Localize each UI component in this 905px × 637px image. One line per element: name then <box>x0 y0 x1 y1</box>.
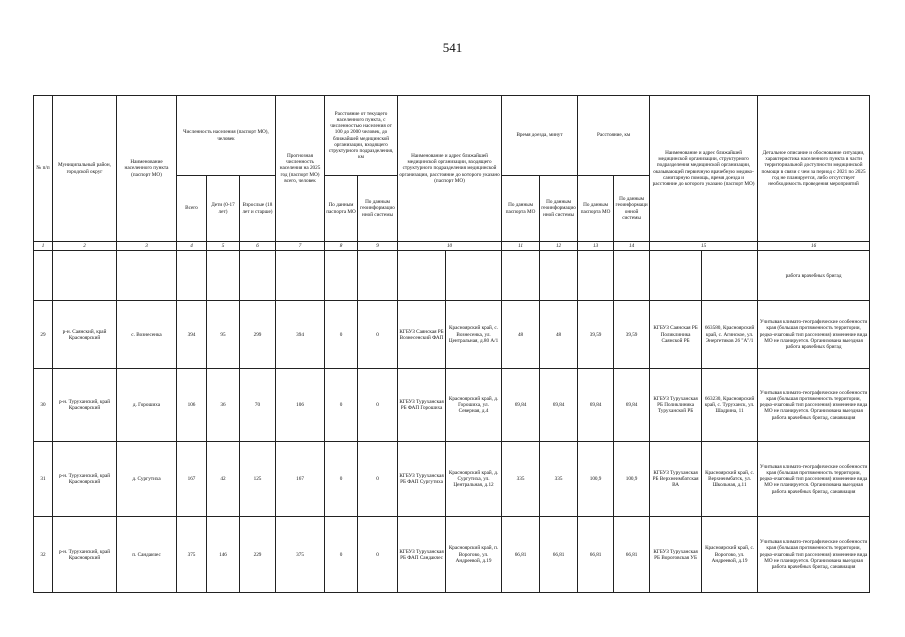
district-cell: р-н. Туруханский, край Красноярский <box>53 442 117 517</box>
settlement-cell: д. Горошиха <box>117 369 177 442</box>
row-num: 29 <box>34 301 53 369</box>
dist-passport-cell: 0 <box>325 517 358 593</box>
header-time-geo: По данным геоинформационной системы <box>540 176 578 242</box>
primary-address-cell: 663580, Красноярский край, с. Агинское, ул. Энергетиков 26 "А"/1 <box>702 301 758 369</box>
time-passport-cell: 69,84 <box>502 369 540 442</box>
pop-total-cell: 394 <box>177 301 207 369</box>
header-pop-total: Всего <box>177 176 207 242</box>
time-geo-cell: 48 <box>540 301 578 369</box>
table-row <box>34 517 870 593</box>
primary-address-cell: Красноярский край, с. Верхнеимбатск, ул. Школьная, д.11 <box>702 442 758 517</box>
km-geo-cell: 100,9 <box>614 442 650 517</box>
forecast-cell: 394 <box>276 301 325 369</box>
col-index: 6 <box>240 242 276 251</box>
dist-geo-cell: 0 <box>358 369 398 442</box>
col-index: 15 <box>650 242 758 251</box>
header-dist-passport: По данным паспорта МО <box>325 176 358 242</box>
col-index: 12 <box>540 242 578 251</box>
km-geo-cell: 69,84 <box>614 369 650 442</box>
data-table <box>33 95 870 593</box>
dist-geo-cell: 0 <box>358 442 398 517</box>
org-name-cell: КГБУЗ Саянская РБ Вознесенский ФАП <box>398 301 446 369</box>
primary-name-cell: КГБУЗ Туруханская РБ Верхнеимбатская ВА <box>650 442 702 517</box>
header-nearest-org: Наименование и адрес ближайшей медицинской организации, входящего структурного подразделения медицинской организации, расстояние до которого указано (паспорт МО) <box>398 96 502 242</box>
settlement-cell: с. Вознесенка <box>117 301 177 369</box>
district-cell: р-н. Саянский, край Красноярский <box>53 301 117 369</box>
col-index: 11 <box>502 242 540 251</box>
pop-children-cell: 146 <box>207 517 240 593</box>
dist-passport-cell: 0 <box>325 442 358 517</box>
forecast-cell: 106 <box>276 369 325 442</box>
continuation-row <box>34 251 870 301</box>
pop-adults-cell: 229 <box>240 517 276 593</box>
details-cell: Учитывая климато-географические особенности края (большая протяженность территории, редко-очаговый тип расселения) изменение вида МО не планируется. Организована выездная работа врачебных бригад <box>758 301 870 369</box>
header-row-top <box>34 96 870 176</box>
header-population: Численность населения (паспорт МО), человек <box>177 96 276 176</box>
header-forecast: Прогнозная численность населения на 2025 год (паспорт МО) всего, человек <box>276 96 325 242</box>
settlement-cell: д. Сургутиха <box>117 442 177 517</box>
pop-total-cell: 167 <box>177 442 207 517</box>
pop-children-cell: 36 <box>207 369 240 442</box>
col-index: 13 <box>578 242 614 251</box>
dist-geo-cell: 0 <box>358 301 398 369</box>
header-km-geo: По данным геоинформационной системы <box>614 176 650 242</box>
col-index: 1 <box>34 242 53 251</box>
details-cell: Учитывая климато-географические особенности края (большая протяженность территории, редко-очаговый тип расселения) изменение вида МО не планируется. Организована выездная работа врачебных бригад, санавиация <box>758 369 870 442</box>
col-index: 16 <box>758 242 870 251</box>
time-passport-cell: 66,81 <box>502 517 540 593</box>
time-geo-cell: 66,81 <box>540 517 578 593</box>
header-district: Муниципальный район, городской округ <box>53 96 117 242</box>
header-num: № п/п <box>34 96 53 242</box>
header-time-passport: По данным паспорта МО <box>502 176 540 242</box>
time-geo-cell: 69,84 <box>540 369 578 442</box>
primary-name-cell: КГБУЗ Туруханская РБ Вороговская УБ <box>650 517 702 593</box>
col-index: 8 <box>325 242 358 251</box>
header-pop-children: Дети (0-17 лет) <box>207 176 240 242</box>
pop-children-cell: 95 <box>207 301 240 369</box>
org-name-cell: КГБУЗ Туруханская РБ ФАП Горошиха <box>398 369 446 442</box>
primary-name-cell: КГБУЗ Туруханская РБ Поликлиника Туруханской РБ <box>650 369 702 442</box>
time-passport-cell: 335 <box>502 442 540 517</box>
table-row <box>34 369 870 442</box>
row-num: 31 <box>34 442 53 517</box>
district-cell: р-н. Туруханский, край Красноярский <box>53 517 117 593</box>
header-pop-adults: Взрослые (18 лет и старше) <box>240 176 276 242</box>
org-address-cell: Красноярский край, д. Сургутиха, ул. Центральная, д.12 <box>446 442 502 517</box>
header-details: Детальное описание и обоснование ситуации, характеристика населенного пункта в части территориальной доступности медицинской помощи в связи с чем за период с 2021 по 2025 год не планируется, либо отсутствует необходимость проведения мероприятий <box>758 96 870 242</box>
header-nearest-primary: Наименование и адрес ближайшей медицинской организации, структурного подразделения медицинской организации, оказывающей первичную врачебную медико-санитарную помощь, время доезда и расстояние до которого указано (паспорт МО) <box>650 96 758 242</box>
table-row <box>34 442 870 517</box>
col-index: 9 <box>358 242 398 251</box>
forecast-cell: 167 <box>276 442 325 517</box>
km-geo-cell: 66,81 <box>614 517 650 593</box>
page-number: 541 <box>442 40 463 55</box>
org-address-cell: Красноярский край, п. Ворогово, ул. Андреевой, д.19 <box>446 517 502 593</box>
header-distance-to-unit: Расстояние от текущего населенного пункта, с численностью населения от 100 до 2000 человек, до ближайшей медицинской организации, входящего структурного подразделения, км <box>325 96 398 176</box>
pop-adults-cell: 299 <box>240 301 276 369</box>
primary-address-cell: Красноярский край, с. Ворогово, ул. Андреевой, д.19 <box>702 517 758 593</box>
km-passport-cell: 100,9 <box>578 442 614 517</box>
header-distance-km: Расстояние, км <box>578 96 650 176</box>
km-passport-cell: 39,59 <box>578 301 614 369</box>
primary-address-cell: 663230, Красноярский край, с. Туруханск, ул. Шадрина, 11 <box>702 369 758 442</box>
header-settlement: Наименование населенного пункта (паспорт МО) <box>117 96 177 242</box>
row-num: 32 <box>34 517 53 593</box>
col-index: 10 <box>398 242 502 251</box>
table-row <box>34 301 870 369</box>
org-address-cell: Красноярский край, с. Вознесенка, ул. Центральная, д.80 А/1 <box>446 301 502 369</box>
pop-adults-cell: 70 <box>240 369 276 442</box>
col-index: 14 <box>614 242 650 251</box>
continuation-text: работа врачебных бригад <box>758 251 870 301</box>
primary-name-cell: КГБУЗ Саянская РБ Поликлиника Саянской РБ <box>650 301 702 369</box>
org-name-cell: КГБУЗ Туруханская РБ ФАП Сургутиха <box>398 442 446 517</box>
col-index: 7 <box>276 242 325 251</box>
details-cell: Учитывая климато-географические особенности края (большая протяженность территории, редко-очаговый тип расселения) изменение вида МО не планируется. Организована выездная работа врачебных бригад, санавиация <box>758 517 870 593</box>
header-km-passport: По данным паспорта МО <box>578 176 614 242</box>
col-index: 3 <box>117 242 177 251</box>
district-cell: р-н. Туруханский, край Красноярский <box>53 369 117 442</box>
header-dist-geo: По данным геоинформационной системы <box>358 176 398 242</box>
pop-total-cell: 375 <box>177 517 207 593</box>
time-geo-cell: 335 <box>540 442 578 517</box>
details-cell: Учитывая климато-географические особенности края (большая протяженность территории, редко-очаговый тип расселения) изменение вида МО не планируется. Организована выездная работа врачебных бригад, санавиация <box>758 442 870 517</box>
org-name-cell: КГБУЗ Туруханская РБ ФАП Сандакчес <box>398 517 446 593</box>
settlement-cell: п. Сандакчес <box>117 517 177 593</box>
col-index: 2 <box>53 242 117 251</box>
index-row <box>34 242 870 251</box>
km-passport-cell: 69,84 <box>578 369 614 442</box>
km-geo-cell: 39,59 <box>614 301 650 369</box>
km-passport-cell: 66,81 <box>578 517 614 593</box>
header-travel-time: Время доезда, минут <box>502 96 578 176</box>
col-index: 5 <box>207 242 240 251</box>
dist-geo-cell: 0 <box>358 517 398 593</box>
forecast-cell: 375 <box>276 517 325 593</box>
time-passport-cell: 48 <box>502 301 540 369</box>
row-num: 30 <box>34 369 53 442</box>
pop-children-cell: 42 <box>207 442 240 517</box>
pop-adults-cell: 125 <box>240 442 276 517</box>
dist-passport-cell: 0 <box>325 369 358 442</box>
dist-passport-cell: 0 <box>325 301 358 369</box>
col-index: 4 <box>177 242 207 251</box>
pop-total-cell: 106 <box>177 369 207 442</box>
org-address-cell: Красноярский край, д. Горошиха, ул. Северная, д.4 <box>446 369 502 442</box>
